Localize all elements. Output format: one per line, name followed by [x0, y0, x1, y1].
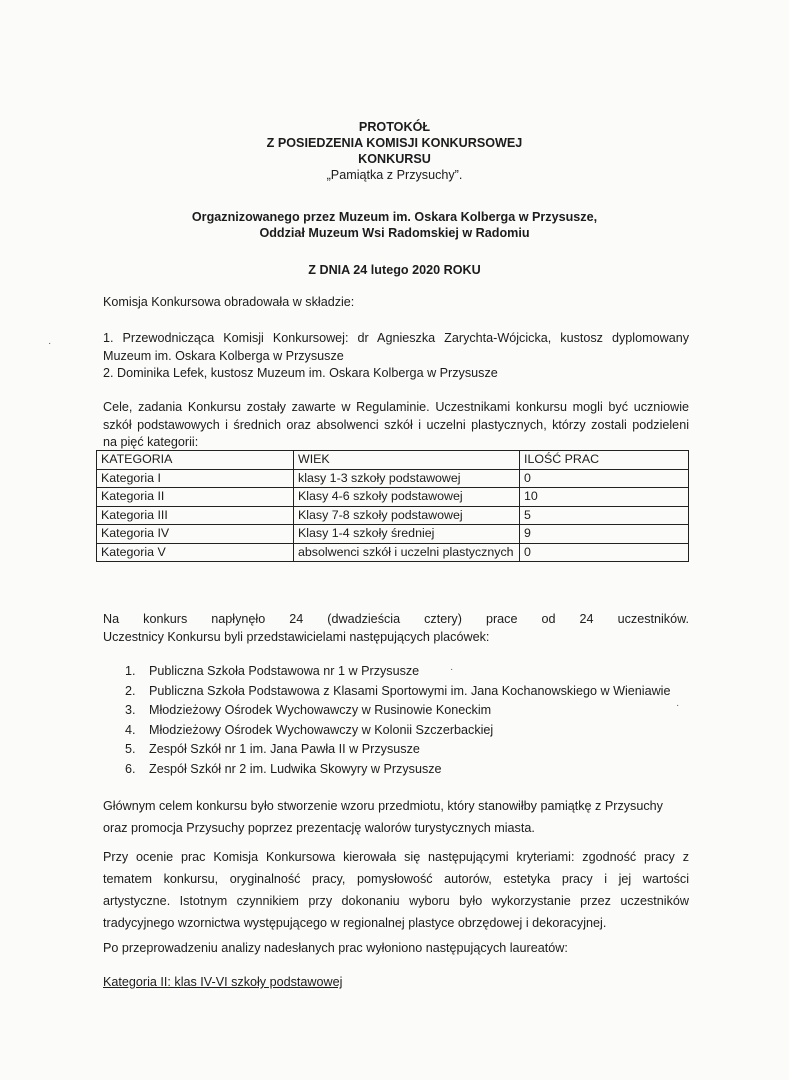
table-row: [97, 543, 689, 562]
list-item: 3. Młodzieżowy Ośrodek Wychowawczy w Rusinowie Koneckim: [125, 703, 492, 718]
category-cell: Kategoria II: [97, 488, 294, 507]
scan-mark: ·: [48, 338, 52, 349]
goals-line-2: szkół podstawowych i średnich oraz absolwenci szkół i uczelni plastycznych, którzy zostali podzieleni: [103, 417, 689, 432]
document-header: [0, 119, 789, 183]
category-cell: Kategoria III: [97, 506, 294, 525]
count-cell: 5: [520, 506, 689, 525]
school-name: Zespół Szkół nr 1 im. Jana Pawła II w Przysusze: [149, 742, 420, 757]
table-row: [97, 469, 689, 488]
member-1-line-2: Muzeum im. Oskara Kolberga w Przysusze: [103, 348, 344, 363]
school-name: Zespół Szkół nr 2 im. Ludwika Skowyry w Przysusze: [149, 761, 442, 776]
category-cell: Kategoria I: [97, 469, 294, 488]
criteria-line-3: artystyczne. Istotnym czynnikiem przy dokonaniu wyboru było wykorzystanie przez uczestników: [103, 894, 689, 908]
goals-line-3: na pięć kategorii:: [103, 435, 199, 449]
header-ilosc-prac: ILOŚĆ PRAC: [520, 451, 689, 470]
category-cell: Kategoria V: [97, 543, 294, 562]
submissions-paragraph: [103, 611, 689, 646]
winners-intro: Po przeprowadzeniu analizy nadesłanych prac wyłoniono następujących laureatów:: [103, 941, 568, 955]
criteria-line-2: tematem konkursu, oryginalność pracy, pomysłowość autorów, estetyka pracy i jej wartości: [103, 872, 689, 886]
count-cell: 9: [520, 525, 689, 544]
list-item: 5. Zespół Szkół nr 1 im. Jana Pawła II w Przysusze: [125, 742, 420, 757]
table-row: [97, 525, 689, 544]
table-row: [97, 488, 689, 507]
member-1-line-1: 1. Przewodnicząca Komisji Konkursowej: dr Agnieszka Zarychta-Wójcicka, kustosz dyplomowany: [103, 331, 689, 345]
committee-intro: Komisja Konkursowa obradowała w składzie:: [103, 295, 355, 309]
contest-name: „Pamiątka z Przysuchy”.: [326, 168, 463, 182]
organizer-line-1: Orgaznizowanego przez Muzeum im. Oskara Kolberga w Przysusze,: [191, 210, 598, 224]
list-item: 2. Publiczna Szkoła Podstawowa z Klasami Sportowymi im. Jana Kochanowskiego w Wieniawie: [125, 683, 671, 698]
count-cell: 0: [520, 543, 689, 562]
table-row: [97, 506, 689, 525]
school-name: Młodzieżowy Ośrodek Wychowawczy w Rusinowie Koneckim: [149, 703, 492, 718]
list-item: 1. Publiczna Szkoła Podstawowa nr 1 w Przysusze: [125, 664, 420, 678]
list-item: 4. Młodzieżowy Ośrodek Wychowawczy w Kolonii Szczerbackiej: [125, 722, 494, 737]
organizer-block: [0, 209, 789, 241]
header-wiek: WIEK: [294, 451, 520, 470]
category-heading: Kategoria II: klas IV-VI szkoły podstawowej: [103, 975, 343, 989]
school-name: Publiczna Szkoła Podstawowa z Klasami Sportowymi im. Jana Kochanowskiego w Wieniawie: [149, 683, 671, 698]
criteria-paragraph: [103, 846, 689, 934]
table-header-row: [97, 451, 689, 470]
scan-mark: ·: [676, 700, 680, 711]
member-2: 2. Dominika Lefek, kustosz Muzeum im. Oskara Kolberga w Przysusze: [103, 366, 498, 380]
goals-line-1: Cele, zadania Konkursu zostały zawarte w Regulaminie. Uczestnikami konkursu mogli być uczniowie: [103, 400, 689, 414]
meeting-date: [0, 262, 789, 278]
title-posiedzenie: Z POSIEDZENIA KOMISJI KONKURSOWEJ: [266, 136, 523, 150]
criteria-line-4: tradycyjnego wzornictwa występującego w regionalnej plastyce obrzędowej i dekoracyjnej.: [103, 916, 607, 930]
title-protokol: PROTOKÓŁ: [358, 120, 431, 134]
header-kategoria: KATEGORIA: [97, 451, 294, 470]
organizer-line-2: Oddział Muzeum Wsi Radomskiej w Radomiu: [259, 226, 530, 240]
list-item: 6. Zespół Szkół nr 2 im. Ludwika Skowyry w Przysusze: [125, 761, 442, 776]
aim-paragraph: [103, 795, 689, 839]
schools-list: [103, 662, 670, 780]
aim-line-2: oraz promocja Przysuchy poprzez prezentację walorów turystycznych miasta.: [103, 821, 535, 835]
school-name: Publiczna Szkoła Podstawowa nr 1 w Przysusze: [149, 664, 420, 678]
category-cell: Kategoria IV: [97, 525, 294, 544]
age-cell: Klasy 4-6 szkoły podstawowej: [294, 488, 520, 507]
committee-members: [103, 330, 689, 383]
submissions-line-2: Uczestnicy Konkursu byli przedstawicielami następujących placówek:: [103, 629, 490, 644]
categories-table: [96, 450, 689, 562]
age-cell: klasy 1-3 szkoły podstawowej: [294, 469, 520, 488]
title-konkursu: KONKURSU: [358, 152, 431, 166]
goals-paragraph: [103, 399, 689, 452]
count-cell: 10: [520, 488, 689, 507]
count-cell: 0: [520, 469, 689, 488]
age-cell: absolwenci szkół i uczelni plastycznych: [294, 543, 520, 562]
age-cell: Klasy 7-8 szkoły podstawowej: [294, 506, 520, 525]
aim-line-1: Głównym celem konkursu było stworzenie wzoru przedmiotu, który stanowiłby pamiątkę z Przysuchy: [103, 799, 663, 813]
scan-mark: ·: [450, 664, 454, 675]
age-cell: Klasy 1-4 szkoły średniej: [294, 525, 520, 544]
criteria-line-1: Przy ocenie prac Komisja Konkursowa kierowała się następującymi kryteriami: zgodność pracy z: [103, 850, 689, 864]
school-name: Młodzieżowy Ośrodek Wychowawczy w Kolonii Szczerbackiej: [149, 722, 494, 737]
date-line: Z DNIA 24 lutego 2020 ROKU: [308, 263, 481, 277]
submissions-line-1: Na konkurs napłynęło 24 (dwadzieścia cztery) prace od 24 uczestników.: [103, 612, 689, 626]
